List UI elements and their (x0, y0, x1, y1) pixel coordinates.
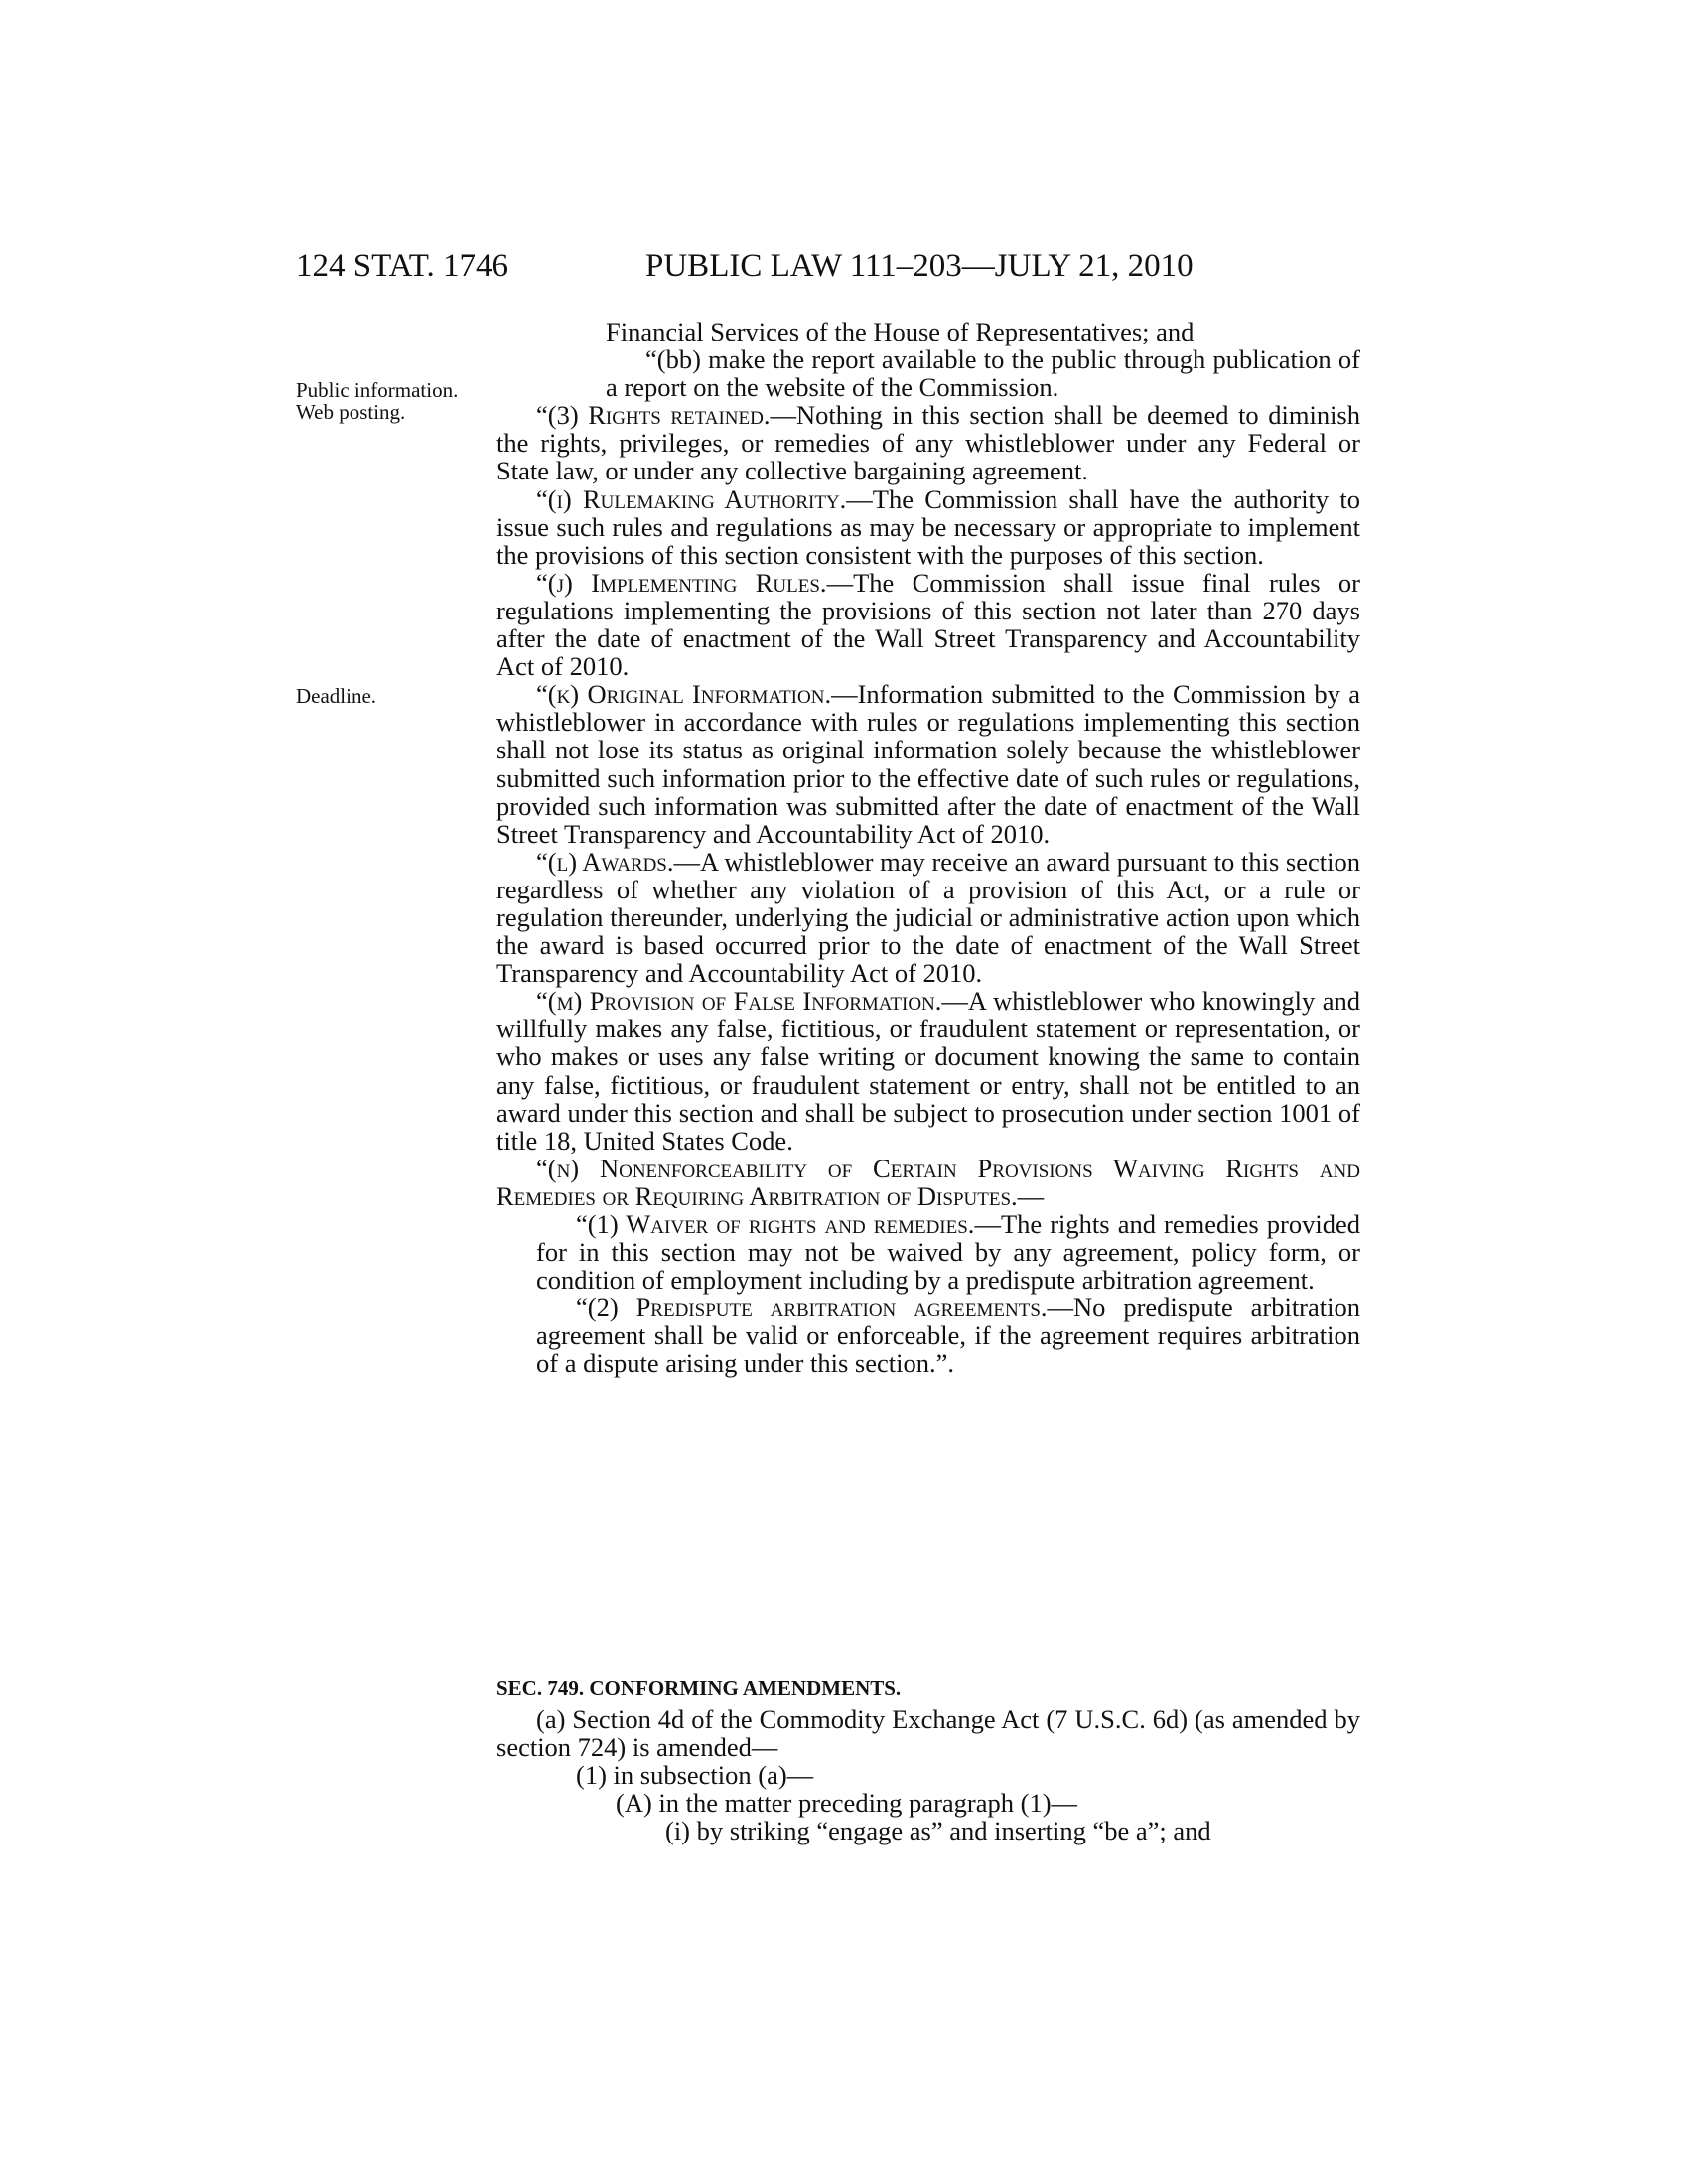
rights-retained-text: —Nothing in this section shall be deemed to diminish the rights, privileges, or remedies of any whistleblower under any Federal or State law, or under any collective bargaining agreement. (496, 400, 1360, 486)
statute-body (496, 318, 1360, 1378)
paragraph-predispute-arbitration (496, 1294, 1360, 1377)
implementing-label: “(j) Implementing Rules. (536, 567, 827, 598)
paragraph-bb-report: “(bb) make the report available to the public through publication of a report on the website of the Commission. (606, 344, 1360, 403)
paragraph-section-a1: (1) in subsection (a)— (576, 1760, 814, 1791)
paragraph-original-information (496, 680, 1360, 848)
predispute-text: —No predispute arbitration agreement shall be valid or enforceable, if the agreement requires arbitration of a dispute arising under this section.”. (536, 1293, 1360, 1379)
section-749-body (496, 1706, 1360, 1844)
original-label: “(k) Original Information. (536, 679, 832, 710)
nonenforceability-text: — (1017, 1180, 1045, 1211)
margin-note-deadline: Deadline. (296, 684, 377, 708)
paragraph-implementing-rules (496, 569, 1360, 680)
rulemaking-text: —The Commission shall have the authority to issue such rules and regulations as may be necessary or appropriate to implement the provisions of this section consistent with the purposes of this section. (496, 483, 1360, 570)
predispute-label: “(2) Predispute arbitration agreements. (576, 1293, 1048, 1323)
paragraph-false-information (496, 987, 1360, 1155)
awards-label: “(l) Awards. (536, 846, 674, 877)
paragraph-rights-retained (496, 401, 1360, 484)
original-text: —Information submitted to the Commission by a whistleblower in accordance with rules or regulations implementing this section shall not lose its status as original information solely because the whistleblower submitted such information prior to the effective date of such rules or regulations, provided such information was submitted after the date of enactment of the Wall Street Transparency and Accountability Act of 2010. (496, 679, 1360, 849)
section-heading: SEC. 749. CONFORMING AMENDMENTS. (496, 1676, 902, 1700)
page-stat-number: 124 STAT. 1746 (296, 248, 509, 284)
false-info-label: “(m) Provision of False Information. (536, 986, 942, 1017)
implementing-text: —The Commission shall issue final rules or regulations implementing the provisions of this section not later than 270 days after the date of enactment of the Wall Street Transparency and Accountability Act of 2010. (496, 567, 1361, 682)
paragraph-nonenforceability (496, 1155, 1360, 1210)
page-title: PUBLIC LAW 111–203—JULY 21, 2010 (645, 248, 1194, 284)
paragraph-waiver-of-rights (496, 1210, 1360, 1294)
nonenforceability-label: “(n) Nonenforceability of Certain Provisions Waiving Rights and Remedies or Requiring Arbitration of Disputes. (496, 1153, 1360, 1211)
paragraph-financial-services-continuation: Financial Services of the House of Representatives; and (606, 317, 1195, 346)
paragraph-section-ai: (i) by striking “engage as” and inserting “be a”; and (665, 1816, 1211, 1846)
margin-note-public-information: Public information. Web posting. (296, 378, 459, 424)
false-info-text: —A whistleblower who knowingly and willfully makes any false, fictitious, or fraudulent statement or representation, or who makes or uses any false writing or document knowing the same to contain any false, fictitious, or fraudulent statement or entry, shall not be entitled to an award under this section and shall be subject to prosecution under section 1001 of title 18, United States Code. (496, 986, 1360, 1156)
awards-text: —A whistleblower may receive an award pursuant to this section regardless of whether any violation of a provision of this Act, or a rule or regulation thereunder, underlying the judicial or administrative action upon which the award is based occurred prior to the date of enactment of the Wall Street Transparency and Accountability Act of 2010. (496, 846, 1360, 989)
rights-retained-label: “(3) Rights retained. (536, 400, 771, 431)
waiver-text: —The rights and remedies provided for in this section may not be waived by any agreement, policy form, or condition of employment including by a predispute arbitration agreement. (536, 1209, 1361, 1296)
paragraph-awards (496, 848, 1360, 987)
waiver-label: “(1) Waiver of rights and remedies. (576, 1209, 975, 1239)
paragraph-section-aA: (A) in the matter preceding paragraph (1)— (616, 1788, 1078, 1819)
rulemaking-label: “(i) Rulemaking Authority. (536, 483, 847, 514)
paragraph-rulemaking-authority (496, 485, 1360, 569)
paragraph-section-a: (a) Section 4d of the Commodity Exchange Act (7 U.S.C. 6d) (as amended by section 724) is amended— (496, 1705, 1360, 1763)
